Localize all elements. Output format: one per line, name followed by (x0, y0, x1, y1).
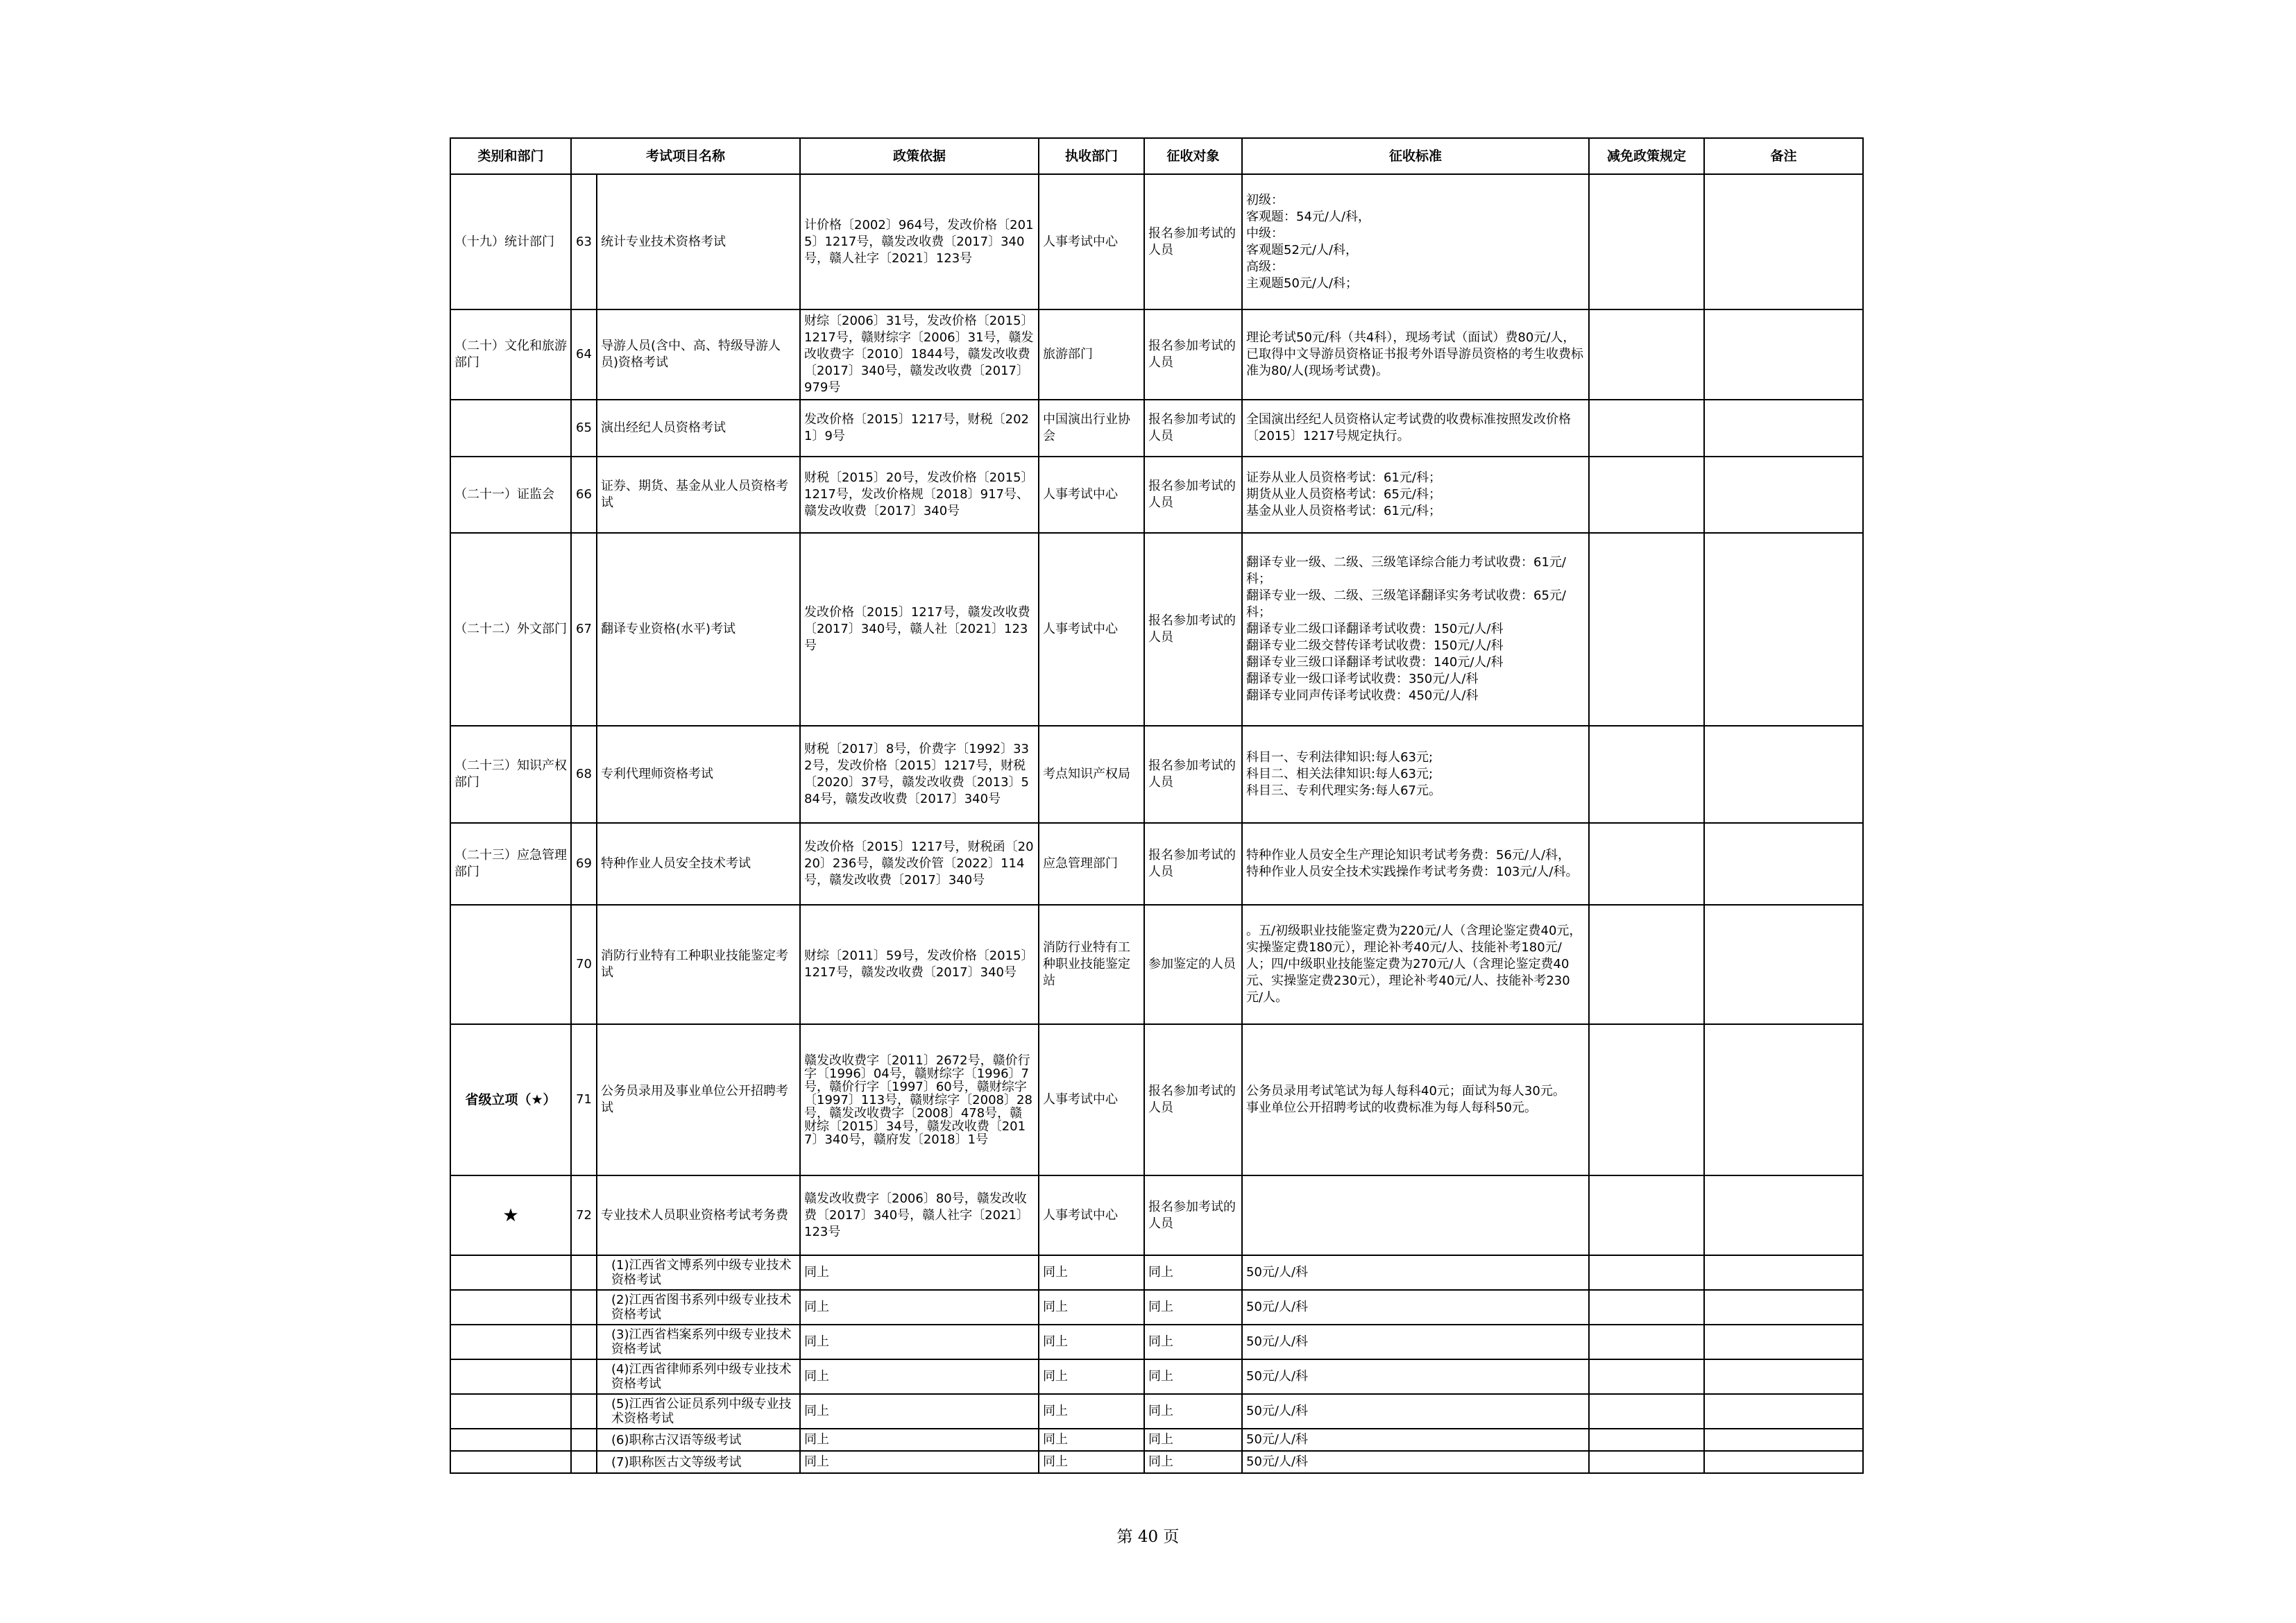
dept-cell: 应急管理部门 (1039, 823, 1144, 905)
remark-cell (1704, 174, 1863, 309)
category-cell (450, 400, 571, 457)
remark-cell (1704, 1429, 1863, 1451)
remark-cell (1704, 309, 1863, 400)
policy-cell: 发改价格〔2015〕1217号，赣发改收费〔2017〕340号，赣人社〔2021〕123号 (800, 533, 1039, 726)
standard-line: 全国演出经纪人员资格认定考试费的收费标准按照发改价格〔2015〕1217号规定执行。 (1246, 412, 1572, 443)
item-number: 71 (571, 1024, 597, 1175)
item-number (571, 1325, 597, 1359)
remark-cell (1704, 533, 1863, 726)
reduction-cell (1589, 1359, 1704, 1394)
item-number: 65 (571, 400, 597, 457)
standard-cell (1242, 174, 1589, 309)
category-cell (450, 1451, 571, 1473)
sub-row (450, 1429, 1863, 1451)
table-row (450, 533, 1863, 726)
target-cell: 同上 (1144, 1290, 1242, 1325)
dept-cell: 同上 (1039, 1451, 1144, 1473)
dept-cell: 人事考试中心 (1039, 174, 1144, 309)
item-name: 消防行业特有工种职业技能鉴定考试 (597, 905, 800, 1024)
item-name: 特种作业人员安全技术考试 (597, 823, 800, 905)
target-cell: 同上 (1144, 1359, 1242, 1394)
reduction-cell (1589, 309, 1704, 400)
dept-cell: 同上 (1039, 1290, 1144, 1325)
reduction-cell (1589, 174, 1704, 309)
category-cell: （二十二）外文部门 (450, 533, 571, 726)
page-number: 第 40 页 (1116, 1528, 1180, 1546)
header-reduction: 减免政策规定 (1589, 138, 1704, 174)
sub-row (450, 1290, 1863, 1325)
dept-cell: 同上 (1039, 1394, 1144, 1429)
standard-line: 翻译专业三级口译翻译考试收费：140元/人/科 (1246, 655, 1504, 670)
sub-item-name: (5)江西省公证员系列中级专业技术资格考试 (597, 1394, 800, 1429)
target-cell: 同上 (1144, 1255, 1242, 1290)
reduction-cell (1589, 1451, 1704, 1473)
remark-cell (1704, 1255, 1863, 1290)
item-number: 68 (571, 726, 597, 823)
reduction-cell (1589, 823, 1704, 905)
item-name: 翻译专业资格(水平)考试 (597, 533, 800, 726)
item-number: 64 (571, 309, 597, 400)
standard-line: 特种作业人员安全技术实践操作考试考务费：103元/人/科。 (1246, 865, 1579, 879)
category-cell (450, 1325, 571, 1359)
target-cell: 报名参加考试的人员 (1144, 533, 1242, 726)
policy-cell: 同上 (800, 1429, 1039, 1451)
standard-line: 初级： (1246, 192, 1284, 207)
item-number: 72 (571, 1175, 597, 1255)
standard-cell: 50元/人/科 (1242, 1325, 1589, 1359)
reduction-cell (1589, 1290, 1704, 1325)
standard-cell: 50元/人/科 (1242, 1429, 1589, 1451)
category-cell (450, 1359, 571, 1394)
remark-cell (1704, 1290, 1863, 1325)
reduction-cell (1589, 1394, 1704, 1429)
standard-line: 翻译专业同声传译考试收费：450元/人/科 (1246, 688, 1479, 703)
table-row (450, 174, 1863, 309)
policy-cell: 财税〔2017〕8号，价费字〔1992〕332号，发改价格〔2015〕1217号，财税〔2020〕37号，赣发改收费〔2013〕584号，赣发改收费〔2017〕340号 (800, 726, 1039, 823)
item-name: 证券、期货、基金从业人员资格考试 (597, 457, 800, 533)
target-cell: 报名参加考试的人员 (1144, 726, 1242, 823)
standard-line: 翻译专业一级口译考试收费：350元/人/科 (1246, 672, 1479, 686)
table-row (450, 309, 1863, 400)
dept-cell: 消防行业特有工种职业技能鉴定站 (1039, 905, 1144, 1024)
target-cell: 报名参加考试的人员 (1144, 1024, 1242, 1175)
reduction-cell (1589, 457, 1704, 533)
standard-line: 证券从业人员资格考试：61元/科； (1246, 470, 1441, 485)
standard-cell: 50元/人/科 (1242, 1290, 1589, 1325)
policy-cell: 财综〔2011〕59号，发改价格〔2015〕1217号，赣发改收费〔2017〕340号 (800, 905, 1039, 1024)
standard-line: 事业单位公开招聘考试的收费标准为每人每科50元。 (1246, 1101, 1537, 1115)
item-name: 专利代理师资格考试 (597, 726, 800, 823)
target-cell: 同上 (1144, 1325, 1242, 1359)
policy-cell: 发改价格〔2015〕1217号，财税〔2021〕9号 (800, 400, 1039, 457)
item-name: 演出经纪人员资格考试 (597, 400, 800, 457)
remark-cell (1704, 1175, 1863, 1255)
item-number: 63 (571, 174, 597, 309)
standard-line: 基金从业人员资格考试：61元/科； (1246, 504, 1441, 518)
item-number: 70 (571, 905, 597, 1024)
table-row (450, 726, 1863, 823)
standard-cell: 50元/人/科 (1242, 1359, 1589, 1394)
item-name: 导游人员(含中、高、特级导游人员)资格考试 (597, 309, 800, 400)
reduction-cell (1589, 1175, 1704, 1255)
header-target: 征收对象 (1144, 138, 1242, 174)
target-cell: 同上 (1144, 1429, 1242, 1451)
dept-cell: 人事考试中心 (1039, 457, 1144, 533)
item-number (571, 1290, 597, 1325)
item-name: 专业技术人员职业资格考试考务费 (597, 1175, 800, 1255)
standard-line: 。五/初级职业技能鉴定费为220元/人（含理论鉴定费40元，实操鉴定费180元），理论补考40元/人、技能补考180元/人；四/中级职业技能鉴定费为270元/人（含理论鉴定费40元、实操鉴定费230元），理论补考40元/人、技能补考230元/人。 (1246, 924, 1582, 1005)
standard-line: 公务员录用考试笔试为每人每科40元；面试为每人30元。 (1246, 1084, 1565, 1098)
standard-line: 翻译专业一级、二级、三级笔译翻译实务考试收费：65元/科； (1246, 588, 1566, 620)
standard-cell: 50元/人/科 (1242, 1255, 1589, 1290)
category-cell: （二十一）证监会 (450, 457, 571, 533)
policy-cell: 同上 (800, 1394, 1039, 1429)
item-number: 69 (571, 823, 597, 905)
item-number (571, 1359, 597, 1394)
dept-cell: 人事考试中心 (1039, 1024, 1144, 1175)
sub-row (450, 1394, 1863, 1429)
standard-line: 期货从业人员资格考试：65元/科； (1246, 487, 1441, 502)
reduction-cell (1589, 1429, 1704, 1451)
standard-cell (1242, 905, 1589, 1024)
category-cell (450, 1429, 571, 1451)
standard-line: 客观题：54元/人/科， (1246, 209, 1371, 224)
header-dept: 执收部门 (1039, 138, 1144, 174)
standard-cell: 50元/人/科 (1242, 1451, 1589, 1473)
reduction-cell (1589, 1325, 1704, 1359)
category-cell: （十九）统计部门 (450, 174, 571, 309)
standard-line: 主观题50元/人/科； (1246, 275, 1359, 291)
sub-row (450, 1255, 1863, 1290)
header-row (450, 138, 1863, 174)
sub-item-name: (2)江西省图书系列中级专业技术资格考试 (597, 1290, 800, 1325)
policy-cell: 同上 (800, 1290, 1039, 1325)
category-cell: 省级立项（★） (450, 1024, 571, 1175)
sub-row (450, 1359, 1863, 1394)
standard-cell (1242, 823, 1589, 905)
target-cell: 参加鉴定的人员 (1144, 905, 1242, 1024)
target-cell: 报名参加考试的人员 (1144, 1175, 1242, 1255)
category-cell: （二十）文化和旅游部门 (450, 309, 571, 400)
item-number (571, 1394, 597, 1429)
reduction-cell (1589, 1024, 1704, 1175)
standard-line: 科目一、专利法律知识:每人63元; (1246, 750, 1434, 765)
remark-cell (1704, 457, 1863, 533)
sub-item-name: (1)江西省文博系列中级专业技术资格考试 (597, 1255, 800, 1290)
header-remark: 备注 (1704, 138, 1863, 174)
header-standard: 征收标准 (1242, 138, 1589, 174)
category-cell (450, 1394, 571, 1429)
standard-line: 翻译专业一级、二级、三级笔译综合能力考试收费：61元/科； (1246, 555, 1566, 586)
standard-line: 高级： (1246, 259, 1284, 274)
policy-cell: 同上 (800, 1451, 1039, 1473)
standard-line: 科目二、相关法律知识:每人63元; (1246, 767, 1434, 781)
policy-cell: 计价格〔2002〕964号，发改价格〔2015〕1217号，赣发改收费〔2017〕340号，赣人社字〔2021〕123号 (800, 174, 1039, 309)
policy-cell: 财综〔2006〕31号，发改价格〔2015〕1217号，赣财综字〔2006〕31号，赣发改收费字〔2010〕1844号，赣发改收费〔2017〕340号，赣发改收费〔2017〕979号 (800, 309, 1039, 400)
sub-item-name: (4)江西省律师系列中级专业技术资格考试 (597, 1359, 800, 1394)
category-cell: （二十三）应急管理部门 (450, 823, 571, 905)
remark-cell (1704, 1024, 1863, 1175)
category-cell (450, 905, 571, 1024)
sub-item-name: (3)江西省档案系列中级专业技术资格考试 (597, 1325, 800, 1359)
item-number (571, 1429, 597, 1451)
policy-cell: 发改价格〔2015〕1217号，财税函〔2020〕236号，赣发改价管〔2022〕114号，赣发改收费〔2017〕340号 (800, 823, 1039, 905)
reduction-cell (1589, 726, 1704, 823)
dept-cell: 旅游部门 (1039, 309, 1144, 400)
standard-line: 理论考试50元/科（共4科），现场考试（面试）费80元/人，已取得中文导游员资格证书报考外语导游员资格的考生收费标准为80/人(现场考试费)。 (1246, 330, 1584, 378)
target-cell: 报名参加考试的人员 (1144, 309, 1242, 400)
standard-cell: 50元/人/科 (1242, 1394, 1589, 1429)
dept-cell: 同上 (1039, 1359, 1144, 1394)
standard-line: 特种作业人员安全生产理论知识考试考务费：56元/人/科， (1246, 848, 1571, 863)
item-number (571, 1451, 597, 1473)
remark-cell (1704, 905, 1863, 1024)
reduction-cell (1589, 400, 1704, 457)
standard-cell (1242, 309, 1589, 400)
sub-item-name: (7)职称医古文等级考试 (597, 1451, 800, 1473)
sub-row (450, 1451, 1863, 1473)
target-cell: 同上 (1144, 1394, 1242, 1429)
item-number: 66 (571, 457, 597, 533)
item-name: 公务员录用及事业单位公开招聘考试 (597, 1024, 800, 1175)
table-row (450, 1024, 1863, 1175)
policy-cell: 财税〔2015〕20号，发改价格〔2015〕1217号，发改价格规〔2018〕917号、赣发改收费〔2017〕340号 (800, 457, 1039, 533)
table-row (450, 400, 1863, 457)
remark-cell (1704, 823, 1863, 905)
target-cell: 同上 (1144, 1451, 1242, 1473)
item-name: 统计专业技术资格考试 (597, 174, 800, 309)
policy-cell: 同上 (800, 1325, 1039, 1359)
target-cell: 报名参加考试的人员 (1144, 823, 1242, 905)
dept-cell: 考点知识产权局 (1039, 726, 1144, 823)
standard-cell (1242, 400, 1589, 457)
remark-cell (1704, 1394, 1863, 1429)
header-item: 考试项目名称 (571, 138, 800, 174)
table-row (450, 1175, 1863, 1255)
standard-line: 科目三、专利代理实务:每人67元。 (1246, 783, 1441, 798)
table-row (450, 905, 1863, 1024)
remark-cell (1704, 1451, 1863, 1473)
standard-cell (1242, 726, 1589, 823)
standard-cell (1242, 457, 1589, 533)
item-number: 67 (571, 533, 597, 726)
standard-cell (1242, 1175, 1589, 1255)
dept-cell: 中国演出行业协会 (1039, 400, 1144, 457)
category-cell: （二十三）知识产权部门 (450, 726, 571, 823)
category-cell (450, 1255, 571, 1290)
reduction-cell (1589, 1255, 1704, 1290)
target-cell: 报名参加考试的人员 (1144, 400, 1242, 457)
standard-line: 客观题52元/人/科， (1246, 242, 1359, 257)
standard-line: 翻译专业二级交替传译考试收费：150元/人/科 (1246, 638, 1504, 653)
dept-cell: 人事考试中心 (1039, 1175, 1144, 1255)
policy-cell: 同上 (800, 1255, 1039, 1290)
standard-line: 中级： (1246, 226, 1284, 241)
dept-cell: 同上 (1039, 1429, 1144, 1451)
category-cell: ★ (450, 1175, 571, 1255)
dept-cell: 同上 (1039, 1325, 1144, 1359)
dept-cell: 人事考试中心 (1039, 533, 1144, 726)
table-row (450, 457, 1863, 533)
header-policy: 政策依据 (800, 138, 1039, 174)
reduction-cell (1589, 533, 1704, 726)
standard-cell (1242, 533, 1589, 726)
sub-row (450, 1325, 1863, 1359)
dept-cell: 同上 (1039, 1255, 1144, 1290)
standard-line: 翻译专业二级口译翻译考试收费：150元/人/科 (1246, 622, 1504, 636)
category-cell (450, 1290, 571, 1325)
table-row (450, 823, 1863, 905)
target-cell: 报名参加考试的人员 (1144, 174, 1242, 309)
remark-cell (1704, 1359, 1863, 1394)
standard-cell (1242, 1024, 1589, 1175)
remark-cell (1704, 400, 1863, 457)
policy-cell: 赣发改收费字〔2006〕80号，赣发改收费〔2017〕340号，赣人社字〔2021〕123号 (800, 1175, 1039, 1255)
policy-cell: 赣发改收费字〔2011〕2672号，赣价行字〔1996〕04号，赣财综字〔1996〕7号，赣价行字〔1997〕60号，赣财综字〔1997〕113号，赣财综字〔2008〕28号，赣发改收费字〔2008〕478号，赣财综〔2015〕34号，赣发改收费〔2017〕340号，赣府发〔2018〕1号 (800, 1024, 1039, 1175)
remark-cell (1704, 1325, 1863, 1359)
header-category: 类别和部门 (450, 138, 571, 174)
reduction-cell (1589, 905, 1704, 1024)
sub-item-name: (6)职称古汉语等级考试 (597, 1429, 800, 1451)
policy-cell: 同上 (800, 1359, 1039, 1394)
target-cell: 报名参加考试的人员 (1144, 457, 1242, 533)
remark-cell (1704, 726, 1863, 823)
fee-table (450, 137, 1864, 1474)
item-number (571, 1255, 597, 1290)
